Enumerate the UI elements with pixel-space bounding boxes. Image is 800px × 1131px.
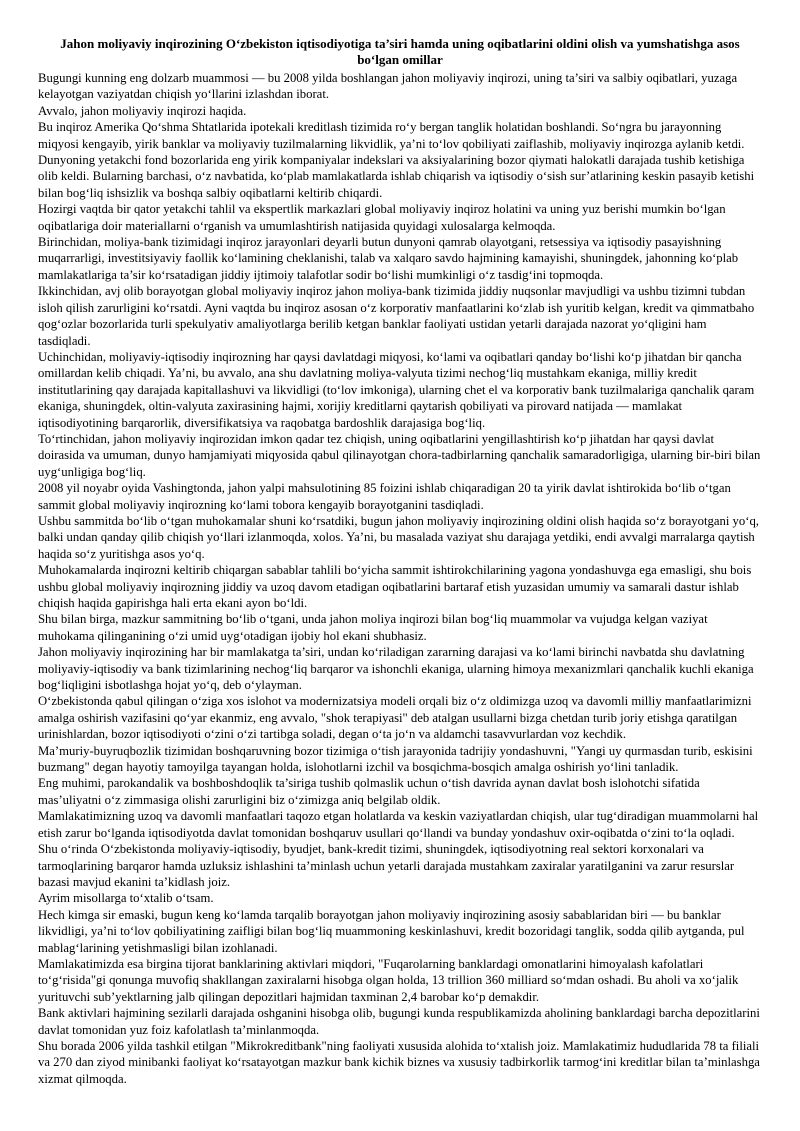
paragraph: Bu inqiroz Amerika Qo‘shma Shtatlarida ipotekali kreditlash tizimida ro‘y bergan tanglik holatidan boshlandi. So‘ngra bu jarayonning miqyosi kengayib, yirik banklar va moliyaviy tuzilmalarning likvidlik, ya’ni to‘lov qobiliyati zaiflashib, moliyaviy inqirozga aylanib ketdi. Dunyoning yetakchi fond bozorlarida eng yirik kompaniyalar indekslari va aksiyalarining bozor qiymati halokatli darajada tushib ketishiga olib keldi. Bularning barchasi, o‘z navbatida, ko‘plab mamlakatlarda ishlab chiqarish va iqtisodiy o‘sish sur’atlarining keskin pasayib ketishi bilan bog‘liq ishsizlik va boshqa salbiy oqibatlarni keltirib chiqardi. [38, 120, 755, 200]
paragraph: Ayrim misollarga to‘xtalib o‘tsam. [38, 891, 214, 906]
paragraph: Shu borada 2006 yilda tashkil etilgan "Mikrokreditbank"ning faoliyati xususida alohida to‘xtalish joiz. Mamlakatimiz hududlarida 78 ta filiali va 270 dan ziyod minibanki faoliyat ko‘rsatayotgan mazkur bank kichik biznes va xususiy tadbirkorlik tarmog‘ini kreditlar bilan ta’minlashga xizmat qilmoqda. [38, 1038, 760, 1086]
document-body [38, 70, 762, 1087]
paragraph: Shu bilan birga, mazkur sammitning bo‘lib o‘tgani, unda jahon moliya inqirozi bilan bog‘liq muammolar va vujudga kelgan vaziyat muhokama qilinganining o‘zi umid uyg‘otadigan ijobiy hol ekani shubhasiz. [38, 612, 708, 643]
paragraph: Hozirgi vaqtda bir qator yetakchi tahlil va ekspertlik markazlari global moliyaviy inqiroz holatini va uning yuz berishi mumkin bo‘lgan oqibatlariga doir materiallarni o‘rganish va umumlashtirish natijasida quyidagi xulosalarga kelmoqda. [38, 202, 726, 233]
paragraph: Hech kimga sir emaski, bugun keng ko‘lamda tarqalib borayotgan jahon moliyaviy inqirozining asosiy sabablaridan biri — bu banklar likvidligi, ya’ni to‘lov qobiliyatining zaifligi bilan bog‘liq muammoning keskinlashuvi, kredit bozoridagi tanglik, sodda qilib aytganda, pul mablag‘larining yetishmasligi bilan izohlanadi. [38, 907, 745, 955]
paragraph: Shu o‘rinda O‘zbekistonda moliyaviy-iqtisodiy, byudjet, bank-kredit tizimi, shuningdek, iqtisodiyotning real sektori korxonalari va tarmoqlarining barqaror hamda uzluksiz ishlashini ta’minlash uchun yetarli darajada mustahkam zaxiralar yaratilganini va zarur resurslar bazasi mavjud ekanini ta’kidlash joiz. [38, 842, 735, 889]
paragraph: Mamlakatimizda esa birgina tijorat banklarining aktivlari miqdori, "Fuqarolarning banklardagi omonatlarini himoyalash kafolatlari to‘g‘risida"gi qonunga muvofiq shakllangan zaxiralarni hisobga olgan holda, 13 trillion 360 milliard so‘mdan oshadi. Bu aholi va xo‘jalik yurituvchi sub’yektlarning jalb qilingan depozitlari hajmidan taxminan 2,4 barobar ko‘p demakdir. [38, 956, 739, 1004]
paragraph: Mamlakatimizning uzoq va davomli manfaatlari taqozo etgan holatlarda va keskin vaziyatlardan chiqish, ular tug‘diradigan muammolarni hal etish zarur bo‘lganda iqtisodiyotda davlat tomonidan boshqaruv usullari qo‘llandi va bunday yondashuv oxir-oqibatda o‘zini to‘la oqladi. [38, 809, 759, 840]
paragraph: Bugungi kunning eng dolzarb muammosi — bu 2008 yilda boshlangan jahon moliyaviy inqirozi, uning ta’siri va salbiy oqibatlari, yuzaga kelayotgan vaziyatdan chiqish yo‘llarini izlashdan iborat. [38, 71, 738, 102]
paragraph: Bank aktivlari hajmining sezilarli darajada oshganini hisobga olib, bugungi kunda respublikamizda aholining banklardagi barcha depozitlarini davlat tomonidan yuz foiz kafolatlash ta’minlanmoqda. [38, 1006, 760, 1037]
paragraph: O‘zbekistonda qabul qilingan o‘ziga xos islohot va modernizatsiya modeli orqali biz o‘z oldimizga uzoq va davomli milliy manfaatlarimizni amalga oshirish vazifasini qo‘yar ekanmiz, eng avvalo, "shok terapiyasi" deb atalgan usullarni bizga chetdan turib joriy etishga qaratilgan urinishlardan, bozor iqtisodiyoti o‘zini o‘zi tartibga soladi, degan o‘ta jo‘n va aldamchi tasavvurlardan voz kechdik. [38, 694, 752, 742]
paragraph: Ushbu sammitda bo‘lib o‘tgan muhokamalar shuni ko‘rsatdiki, bugun jahon moliyaviy inqirozining oldini olish haqida so‘z borayotgani yo‘q, balki undan qanday qilib chiqish yo‘llari izlanmoqda, xolos. Ya’ni, bu masalada vaziyat shu darajaga yetdiki, endi avvalgi marralarga qaytish haqida so‘z yuritishga asos yo‘q. [38, 513, 759, 561]
paragraph: Ikkinchidan, avj olib borayotgan global moliyaviy inqiroz jahon moliya-bank tizimida jiddiy nuqsonlar mavjudligi va ushbu tizimni tubdan isloh qilish zarurligini ko‘rsatdi. Ayni vaqtda bu inqiroz asosan o‘z korporativ manfaatlarini ko‘zlab ish yuritib kelgan, kredit va qimmatbaho qog‘ozlar bozorlarida turli spekulyativ amaliyotlarga berilib ketgan banklar faoliyati ustidan yetarli darajada nazorat yo‘qligini ham tasdiqladi. [38, 284, 755, 348]
paragraph: Ma’muriy-buyruqbozlik tizimidan boshqaruvning bozor tizimiga o‘tish jarayonida tadrijiy yondashuvni, "Yangi uy qurmasdan turib, eskisini buzmang" degan hayotiy tamoyilga tayangan holda, islohotlarni izchil va bosqichma-bosqich amalga oshirish yo‘lini tanladik. [38, 743, 753, 775]
paragraph: Birinchidan, moliya-bank tizimidagi inqiroz jarayonlari deyarli butun dunyoni qamrab olayotgani, retsessiya va iqtisodiy pasayishning muqarrarligi, investitsiyaviy faollik ko‘lamining cheklanishi, talab va xalqaro savdo hajmining kamayishi, shuningdek, jahonning ko‘plab mamlakatlariga ta’sir ko‘rsatadigan jiddiy ijtimoiy talafotlar sodir bo‘lishi mumkinligi o‘z tasdig‘ini topmoqda. [38, 235, 739, 282]
paragraph: Eng muhimi, parokandalik va boshboshdoqlik ta’siriga tushib qolmaslik uchun o‘tish davrida aynan davlat bosh islohotchi sifatida mas’uliyatni o‘z zimmasiga olishi zarurligini biz o‘zimizga aniq belgilab oldik. [38, 776, 700, 807]
paragraph: Avvalo, jahon moliyaviy inqirozi haqida. [38, 103, 247, 118]
paragraph: Uchinchidan, moliyaviy-iqtisodiy inqirozning har qaysi davlatdagi miqyosi, ko‘lami va oqibatlari qanday bo‘lishi ko‘p jihatdan bir qancha omillardan kelib chiqadi. Ya’ni, bu avvalo, ana shu davlatning moliya-valyuta tizimi nechog‘liq mustahkam ekaniga, milliy kredit institutlarining qay darajada kapitallashuvi va likvidligi (to‘lov imkoniga), ularning chet el va korporativ bank tuzilmalariga qanchalik qaram ekaniga, shuningdek, oltin-valyuta zaxirasining hajmi, xorijiy kreditlarni qaytarish qobiliyati va pirovard natijada — mamlakat iqtisodiyotining barqarorlik, diversifikatsiya va raqobatga bardoshlik darajasiga bog‘liq. [38, 349, 755, 430]
paragraph: Jahon moliyaviy inqirozining har bir mamlakatga ta’siri, undan ko‘riladigan zararning darajasi va ko‘lami birinchi navbatda shu davlatning moliyaviy-iqtisodiy va bank tizimlarining nechog‘liq barqaror va ishonchli ekaniga, ularning himoya mexanizmlari qanchalik kuchli ekaniga bog‘liqligini isbotlashga hojat yo‘q, deb o‘ylayman. [38, 645, 754, 693]
paragraph: To‘rtinchidan, jahon moliyaviy inqirozidan imkon qadar tez chiqish, uning oqibatlarini yengillashtirish ko‘p jihatdan har qaysi davlat doirasida va umuman, dunyo hamjamiyati miqyosida qabul qilinayotgan chora-tadbirlarning qanchalik samaradorligiga, ularning bir-biri bilan uyg‘unligiga bog‘liq. [38, 431, 761, 479]
paragraph: 2008 yil noyabr oyida Vashingtonda, jahon yalpi mahsulotining 85 foizini ishlab chiqaradigan 20 ta yirik davlat ishtirokida bo‘lib o‘tgan sammit global moliyaviy inqirozning ko‘lami tobora kengayib borayotganini tasdiqladi. [38, 481, 731, 512]
document-title: Jahon moliyaviy inqirozining O‘zbekiston iqtisodiyotiga ta’siri hamda uning oqibatlarini oldini olish va yumshatishga asos bo‘lgan omillar [60, 36, 740, 67]
paragraph: Muhokamalarda inqirozni keltirib chiqargan sabablar tahlili bo‘yicha sammit ishtirokchilarining yagona yondashuvga ega emasligi, shu bois ushbu global moliyaviy inqirozning jiddiy va uzoq davom etadigan oqibatlarini bartaraf etish yuzasidan umumiy va samarali dastur ishlab chiqish haqida gapirishga hali erta ekani ayon bo‘ldi. [38, 563, 752, 610]
